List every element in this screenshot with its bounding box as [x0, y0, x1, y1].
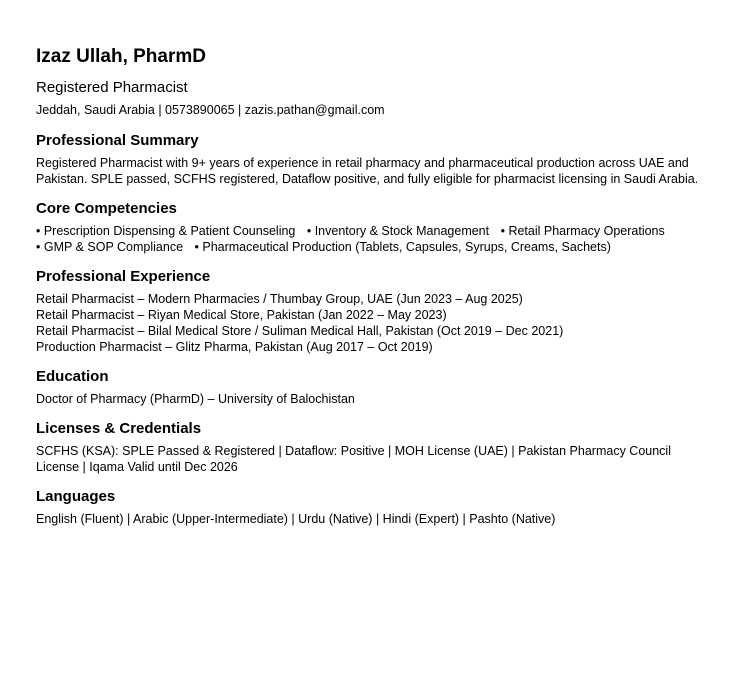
competencies-section — [36, 199, 726, 255]
experience-section — [36, 267, 726, 355]
experience-item: Retail Pharmacist – Modern Pharmacies / Thumbay Group, UAE (Jun 2023 – Aug 2025) — [36, 292, 523, 306]
competency-item: • Inventory & Stock Management — [306, 224, 490, 238]
summary-text: Registered Pharmacist with 9+ years of experience in retail pharmacy and pharmaceutical production across UAE and Pakistan. SPLE passed, SCFHS registered, Dataflow positive, and fully eligible for pharmacist licensing in Saudi Arabia. — [36, 156, 699, 186]
competency-item: • Retail Pharmacy Operations — [500, 224, 665, 238]
competency-row — [36, 239, 726, 255]
experience-item: Production Pharmacist – Glitz Pharma, Pakistan (Aug 2017 – Oct 2019) — [36, 340, 433, 354]
education-heading: Education — [36, 368, 109, 385]
resume-page — [36, 44, 726, 527]
competencies-heading: Core Competencies — [36, 200, 177, 217]
languages-text: English (Fluent) | Arabic (Upper-Intermediate) | Urdu (Native) | Hindi (Expert) | Pashto (Native) — [36, 512, 556, 526]
competency-row — [36, 223, 726, 239]
candidate-name: Izaz Ullah, PharmD — [36, 46, 206, 67]
licenses-section — [36, 419, 726, 475]
resume-header — [36, 44, 726, 119]
candidate-title: Registered Pharmacist — [36, 79, 188, 96]
summary-heading: Professional Summary — [36, 132, 199, 149]
education-section — [36, 367, 726, 407]
competency-item: • Prescription Dispensing & Patient Counseling — [36, 224, 296, 238]
licenses-heading: Licenses & Credentials — [36, 420, 202, 437]
competency-item: • GMP & SOP Compliance — [36, 240, 184, 254]
experience-item: Retail Pharmacist – Riyan Medical Store, Pakistan (Jan 2022 – May 2023) — [36, 308, 447, 322]
languages-section — [36, 487, 726, 527]
education-text: Doctor of Pharmacy (PharmD) – University of Balochistan — [36, 392, 355, 406]
competency-item: • Pharmaceutical Production (Tablets, Capsules, Syrups, Creams, Sachets) — [194, 240, 611, 254]
contact-line: Jeddah, Saudi Arabia | 0573890065 | zazis.pathan@gmail.com — [36, 103, 385, 117]
experience-heading: Professional Experience — [36, 268, 211, 285]
licenses-text: SCFHS (KSA): SPLE Passed & Registered | Dataflow: Positive | MOH License (UAE) | Pakistan Pharmacy Council License | Iqama Valid until Dec 2026 — [36, 444, 671, 474]
summary-section — [36, 131, 726, 187]
experience-item: Retail Pharmacist – Bilal Medical Store / Suliman Medical Hall, Pakistan (Oct 2019 – Dec 2021) — [36, 324, 564, 338]
languages-heading: Languages — [36, 488, 116, 505]
